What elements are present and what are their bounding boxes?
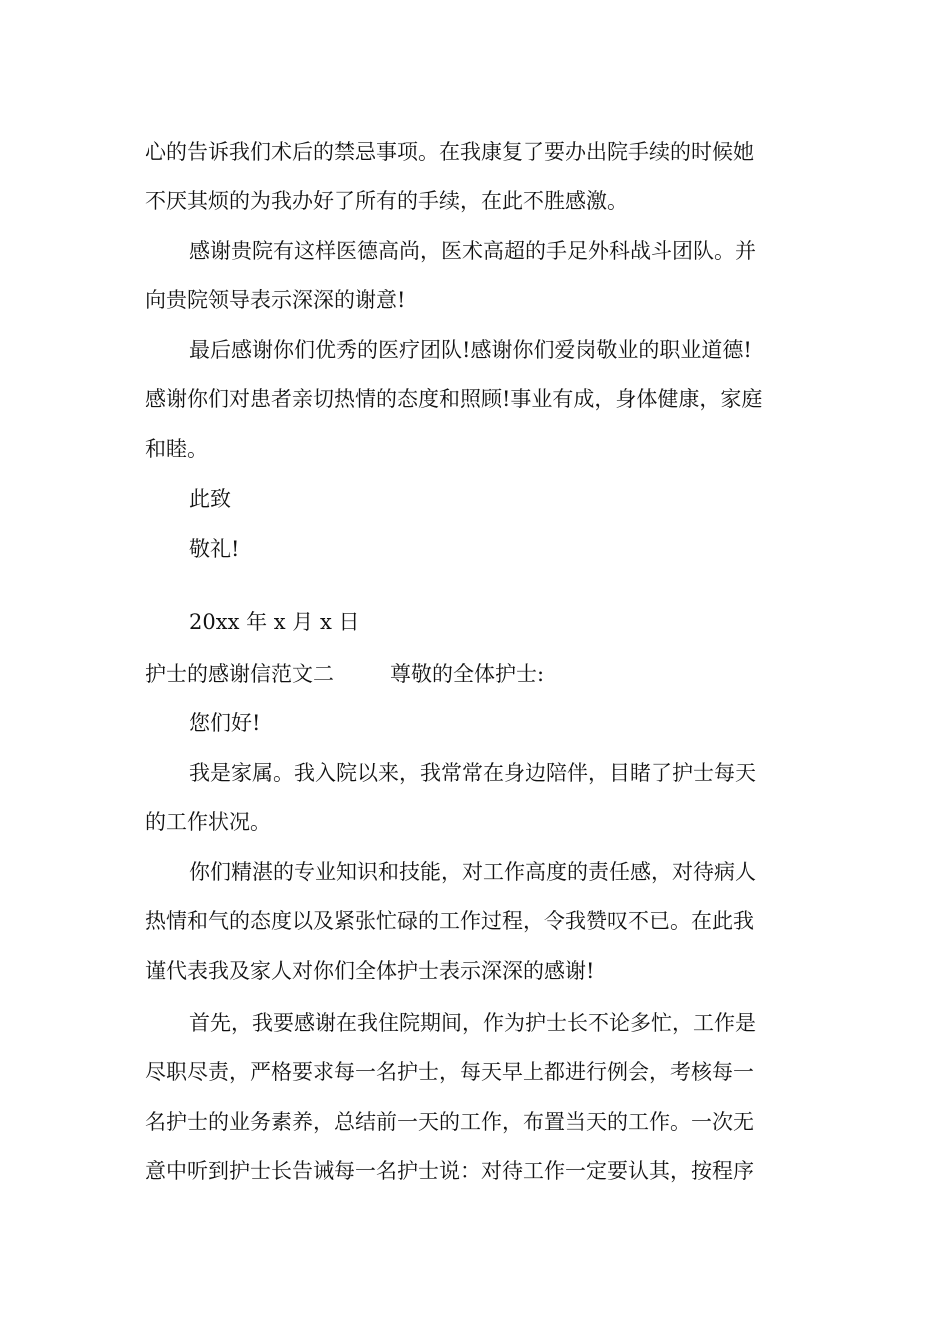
paragraph-line: 心的告诉我们术后的禁忌事项。在我康复了要办出院手续的时候她 (145, 140, 754, 164)
paragraph-line: 意中听到护士长告诫每一名护士说：对待工作一定要认其，按程序 (145, 1159, 754, 1183)
paragraph-line: 的工作状况。 (145, 810, 271, 834)
greeting-line: 您们好! (189, 711, 261, 735)
paragraph-line: 我是家属。我入院以来，我常常在身边陪伴，目睹了护士每天 (189, 761, 756, 785)
paragraph-line: 热情和气的态度以及紧张忙碌的工作过程，令我赞叹不已。在此我 (145, 909, 754, 933)
closing-line: 此致 (189, 487, 231, 511)
paragraph-line: 尽职尽责，严格要求每一名护士，每天早上都进行例会，考核每一 (145, 1060, 754, 1084)
paragraph-line: 和睦。 (145, 437, 208, 461)
paragraph-line: 向贵院领导表示深深的谢意! (145, 288, 406, 312)
paragraph-line: 感谢贵院有这样医德高尚，医术高超的手足外科战斗团队。并 (189, 239, 756, 263)
paragraph-line: 你们精湛的专业知识和技能，对工作高度的责任感，对待病人 (189, 860, 756, 884)
paragraph-line: 感谢你们对患者亲切热情的态度和照顾!事业有成，身体健康，家庭 (145, 387, 763, 411)
greeting-recipient: 尊敬的全体护士: (390, 662, 545, 686)
paragraph-line: 名护士的业务素养，总结前一天的工作，布置当天的工作。一次无 (145, 1110, 754, 1134)
letter-date: 20xx 年 x 月 x 日 (189, 610, 360, 634)
paragraph-line: 最后感谢你们优秀的医疗团队!感谢你们爱岗敬业的职业道德! (189, 338, 752, 362)
paragraph-line: 不厌其烦的为我办好了所有的手续，在此不胜感激。 (145, 189, 628, 213)
closing-salutation: 敬礼! (189, 537, 240, 561)
paragraph-line: 首先，我要感谢在我住院期间，作为护士长不论多忙，工作是 (189, 1011, 756, 1035)
section-heading: 护士的感谢信范文二 (145, 662, 334, 686)
paragraph-line: 谨代表我及家人对你们全体护士表示深深的感谢! (145, 959, 595, 983)
